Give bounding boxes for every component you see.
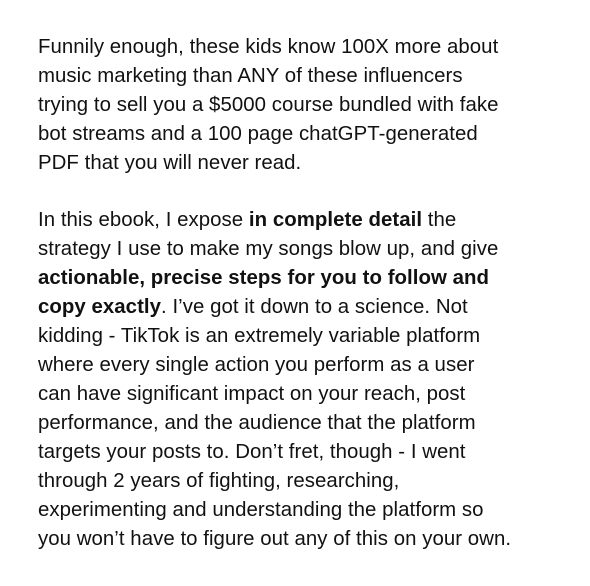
text-line: PDF that you will never read. <box>38 152 302 174</box>
emphasis-text: copy exactly <box>38 296 162 318</box>
text-line: can have significant impact on your reach, post <box>38 383 466 405</box>
text-line: performance, and the audience that the platform <box>38 412 476 434</box>
text-line: strategy I use to make my songs blow up, and give <box>38 238 499 260</box>
text-line: through 2 years of fighting, researching, <box>38 470 400 492</box>
text-line: you won’t have to figure out any of this on your own. <box>38 528 512 550</box>
text-line: copy exactly. I’ve got it down to a science. Not <box>38 296 468 318</box>
paragraph-intro <box>38 33 578 178</box>
text-line: targets your posts to. Don’t fret, though - I went <box>38 441 466 463</box>
text-line: Funnily enough, these kids know 100X more about <box>38 36 499 58</box>
emphasis-text: in complete detail <box>248 209 423 231</box>
text-line: trying to sell you a $5000 course bundled with fake <box>38 94 499 116</box>
text-line: music marketing than ANY of these influencers <box>38 65 463 87</box>
paragraph-ebook-description <box>38 206 578 554</box>
emphasis-text: actionable, precise steps for you to follow and <box>38 267 490 289</box>
text-line: experimenting and understanding the platform so <box>38 499 484 521</box>
text-line: In this ebook, I expose in complete detail the <box>38 209 457 231</box>
text-line: bot streams and a 100 page chatGPT-generated <box>38 123 478 145</box>
text-line: where every single action you perform as a user <box>38 354 475 376</box>
document-body <box>38 33 578 554</box>
text-line: kidding - TikTok is an extremely variable platform <box>38 325 481 347</box>
text-line <box>38 264 578 293</box>
